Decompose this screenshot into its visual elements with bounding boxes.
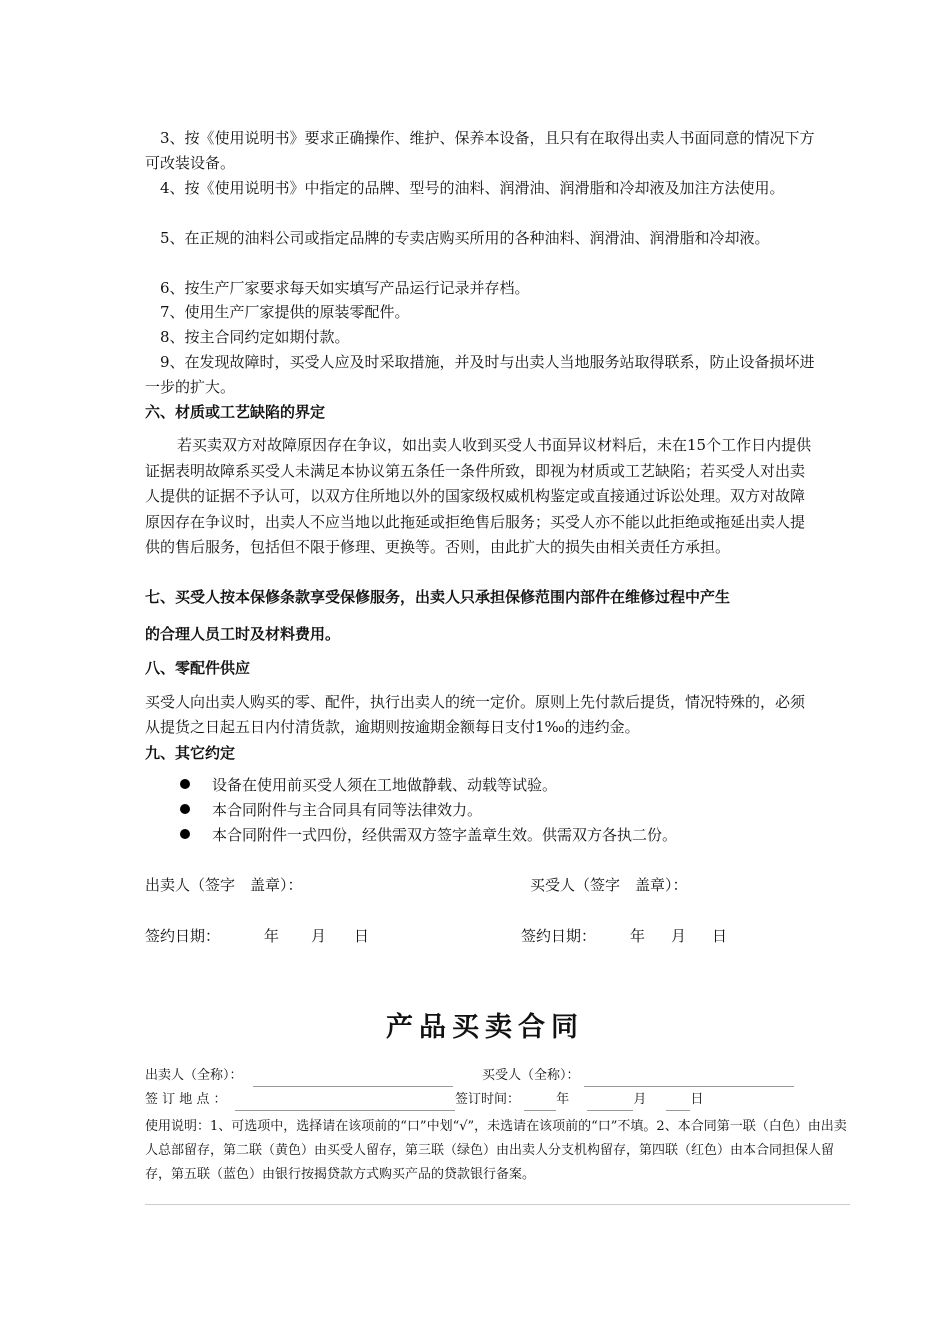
clause-9: 9、在发现故障时，买受人应及时采取措施，并及时与出卖人当地服务站取得联系，防止设备损坏进一步的扩大。 [145,353,815,396]
bullet-item: 本合同附件一式四份，经供需双方签字盖章生效。供需双方各执二份。 [180,824,677,846]
bullet-item: 本合同附件与主合同具有同等法律效力。 [180,799,482,821]
bullet-dot-icon [180,804,190,814]
section-6-body: 若买卖双方对故障原因存在争议，如出卖人收到买受人书面异议材料后，未在15个工作日内提供证据表明故障系买受人未满足本协议第五条任一条件所致，即视为材质或工艺缺陷；若买受人对出卖人提供的证据不予认可，以双方住所地以外的国家级权威机构鉴定或直接通过诉讼处理。双方对故障原因存在争议时，出卖人不应当地以此拖延或拒绝售后服务；买受人亦不能以此拒绝或拖延出卖人提供的售后服务，包括但不限于修理、更换等。否则，由此扩大的损失由相关责任方承担。 [145,436,812,556]
seller-signature-label: 出卖人（签字 盖章）： [145,876,303,894]
buyer-fullname-field[interactable] [584,1072,794,1087]
buyer-sign-date: 签约日期： 年 月 日 [521,927,728,945]
sign-place-field[interactable] [235,1096,455,1111]
sign-day-field[interactable] [666,1096,690,1111]
seller-fullname-row: 出卖人（全称）： [145,1065,453,1087]
buyer-signature-label: 买受人（签字 盖章）： [530,876,688,894]
bullet-dot-icon [180,779,190,789]
clause-7: 7、使用生产厂家提供的原装零配件。 [160,303,410,321]
sign-year-field[interactable] [524,1096,556,1111]
clause-3: 3、按《使用说明书》要求正确操作、维护、保养本设备，且只有在取得出卖人书面同意的情况下方可改装设备。 [145,129,815,172]
seller-fullname-field[interactable] [253,1072,453,1087]
bullet-dot-icon [180,829,190,839]
section-9-heading: 九、其它约定 [145,744,236,762]
section-6-heading: 六、材质或工艺缺陷的界定 [145,403,326,421]
buyer-fullname-row: 买受人（全称）： [482,1065,794,1087]
bullet-item: 设备在使用前买受人须在工地做静载、动载等试验。 [180,774,557,796]
usage-note: 使用说明：1、可选项中，选择请在该项前的“口”中划“√”，未选请在该项前的“口”不填。2、本合同第一联（白色）由出卖人总部留存，第二联（黄色）由买受人留存，第三联（绿色）由出卖人分支机构留存，第四联（红色）由本合同担保人留存，第五联（蓝色）由银行按揭贷款方式购买产品的贷款银行备案。 [145,1119,847,1182]
seller-sign-date: 签约日期： 年 月 日 [145,927,370,945]
clause-4: 4、按《使用说明书》中指定的品牌、型号的油料、润滑油、润滑脂和冷却液及加注方法使用。 [160,179,785,197]
clause-6: 6、按生产厂家要求每天如实填写产品运行记录并存档。 [160,279,530,297]
clause-8: 8、按主合同约定如期付款。 [160,328,350,346]
section-7-line-2: 的合理人员工时及材料费用。 [145,625,341,643]
clause-5: 5、在正规的油料公司或指定品牌的专卖店购买所用的各种油料、润滑油、润滑脂和冷却液。 [160,229,770,247]
sign-place-row: 签 订 地 点 ： [145,1089,455,1111]
sign-time-row: 签订时间： 年 月 日 [455,1089,703,1111]
sign-month-field[interactable] [587,1096,633,1111]
section-8-heading: 八、零配件供应 [145,659,251,677]
section-7-line-1: 七、买受人按本保修条款享受保修服务，出卖人只承担保修范围内部件在维修过程中产生 [145,588,731,606]
divider [145,1204,850,1205]
contract-title: 产品买卖合同 [386,1012,584,1043]
section-8-body: 买受人向出卖人购买的零、配件，执行出卖人的统一定价。原则上先付款后提货，情况特殊的，必须从提货之日起五日内付清货款，逾期则按逾期金额每日支付1‰的违约金。 [145,693,806,736]
